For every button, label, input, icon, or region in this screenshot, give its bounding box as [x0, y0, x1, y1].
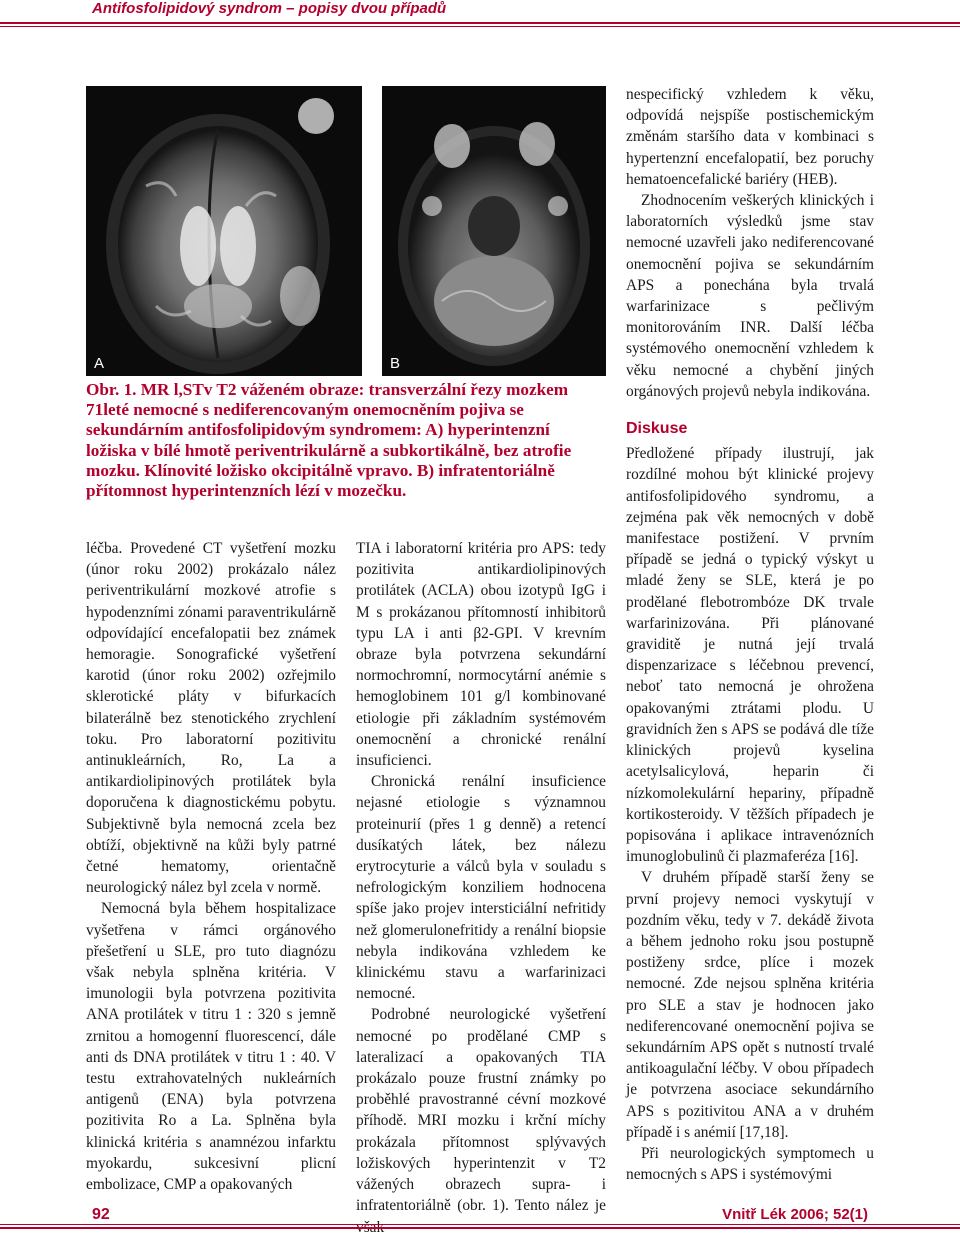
col3-paragraph-3: Předložené případy ilustrují, jak rozdílné mohou být klinické projevy antifosfolipidového syndromu, a zejména pak věk nemocných v době manifestace postižení. V prvním případě se jedná o typický výskyt u mladé ženy se SLE, která je po prodělané flebotrombóze DK trvale warfarinizována. Při plánované graviditě je nutná její trvalá dispenzarizace s léčebnou prevencí, neboť tato nemocná je ohrožena opakovanými ztrátami plodu. U gravidních žen s APS se podává dle tíže klinických projevů kyselina acetylsalicylová, heparin či nízkomolekulární hepariny, případně kortikosteroidy. V těžších případech je popisována i aplikace intravenózních imunoglobulinů či plazmaferéza [16]. [626, 445, 874, 866]
caption-figure-number: Obr. 1. [86, 380, 137, 399]
panel-label-a: A [94, 355, 105, 372]
figure-caption [86, 380, 604, 501]
mri-figure [86, 86, 606, 376]
header-rule-thin [0, 26, 960, 27]
running-header-title: Antifosfolipidový syndrom – popisy dvou případů [92, 0, 447, 17]
col3-paragraph-2: Zhodnocením veškerých klinických i laboratorních výsledků jsme stav nemocné uzavřeli jako nediferencované onemocnění pojiva se sekundárním APS a ponechána byla trvalá warfarinizace s pečlivým monitorováním INR. Další léčba systémového onemocnění vzhledem k věku nemocné a chybění jiných orgánových projevů nebyla indikována. [626, 192, 874, 400]
footer-rule [0, 1224, 960, 1225]
col3-paragraph-4: V druhém případě starší ženy se první projevy nemoci vyskytují v pozdním věku, tedy v 7. dekádě života a během jednoho roku jsou postupně postiženy srdce, plíce i mozek nemocné. Zde nejsou splněna kritéria pro SLE a stav je hodnocen jako nediferencované onemocnění pojiva se sekundárním APS opět s nutností trvalé antikoagulační léčby. V obou případech je potvrzena asociace sekundárního APS s pozitivitou ANA a v druhém případě i s anémií [17,18]. [626, 869, 874, 1141]
col1-paragraph-1: léčba. Provedené CT vyšetření mozku (únor roku 2002) prokázalo nález periventrikulární mozkové atrofie s hypodenzními zónami paraventrikulárně odpovídající encefalopatii bez známek hemoragie. Sonografické vyšetření karotid (únor roku 2002) ozřejmilo sklerotické pláty v bifurkacích bilaterálně bez stenotického zrychlení toku. Pro laboratorní pozitivitu antinukleárních, Ro, La a antikardiolipinových protilátek byla doporučena k diagnostickému pobytu. Subjektivně byla nemocná zcela bez obtíží, objektivně na kůži byly patrné četné hematomy, orientačně neurologický nález byl zcela v normě. [86, 540, 336, 897]
col2-paragraph-3: Podrobné neurologické vyšetření nemocné po prodělané CMP s lateralizací a opakovaných TIA prokázalo pouze frustní známky po proběhlé pravostranné cévní mozkové příhodě. MRI mozku i krční míchy prokázala přítomnost splývavých ložiskových hyperintenzit v T2 vážených obrazech supra- i infratentoriálně (obr. 1). Tento nález je [356, 1006, 606, 1215]
col3-paragraph-5: Při neurologických symptomech u nemocných s APS i systémovými [626, 1144, 874, 1184]
journal-citation: Vnitř Lék 2006; 52(1) [722, 1206, 868, 1223]
caption-text: MR l,STv T2 váženém obraze: transverzální řezy mozkem 71leté nemocné s nediferencovaným onemocněním pojiva se sekundárním antifosfolipidovým syndromem: A) hyperintenzní ložiska v bílé hmotě periventrikulárně a subkortikálně, bez atrofie mozku. Klínovité ložisko okcipitálně vpravo. B) infratentoriálně přítomnost hyperintenzních lézí v mozečku. [86, 380, 572, 501]
section-heading-diskuse: Diskuse [626, 420, 688, 438]
col2-paragraph-1: TIA i laboratorní kritéria pro APS: tedy pozitivita antikardiolipinových protilátek (ACLA) obou izotypů IgG i M s prokázanou přítomností inhibitorů typu LA i anti β2-GPI. V krevním obraze byla potvrzena sekundární normochromní, normocytární anémie s hemoglobinem 101 g/l kombinované etiologie při základním systémovém onemocnění a chronické renální insuficienci. [356, 540, 606, 770]
mri-image-b [362, 86, 606, 376]
col1-paragraph-2: Nemocná byla během hospitalizace vyšetřena v rámci orgánového přešetření u SLE, pro tuto diagnózu však nebyla splněna kritéria. V imunologii byla potvrzena pozitivita ANA protilátek v titru 1 : 320 s jemně zrnitou a homogenní fluorescencí, dále anti ds DNA protilátek v titru 1 : 40. V testu extrahovatelných nukleárních antigenů (ENA) byla potvrzena pozitivita Ro a La. Splněna byla klinická kritéria s anamnézou infarktu myokardu, sukcesivní plicní embolizace, CMP a opakovaných [86, 900, 336, 1194]
column-2 [356, 538, 606, 1238]
panel-label-b: B [390, 355, 401, 372]
page-number: 92 [92, 1206, 110, 1223]
footer-rule-thick [0, 1227, 960, 1229]
col2-paragraph-2: Chronická renální insuficience nejasné etiologie s významnou proteinurií (přes 1 g denně) a retencí dusíkatých látek, bez nálezu erytrocyturie a válců byla v souladu s nefrologickým konziliem hodnocena spíše jako projev intersticiální nefritidy než glomerulonefritidy a renální biopsie nebyla indikována vzhledem ke klinickému stavu a warfarinizaci nemocné. [356, 773, 606, 1003]
header-rule [0, 22, 960, 24]
column-1 [86, 538, 336, 1195]
column-3 [626, 84, 874, 1185]
mri-image-a [86, 86, 362, 376]
col3-paragraph-1: nespecifický vzhledem k věku, odpovídá nejspíše postischemickým změnám staršího data v kombinaci s hypertenzní encefalopatií, bez poruchy hematoencefalické bariéry (HEB). [626, 86, 874, 188]
